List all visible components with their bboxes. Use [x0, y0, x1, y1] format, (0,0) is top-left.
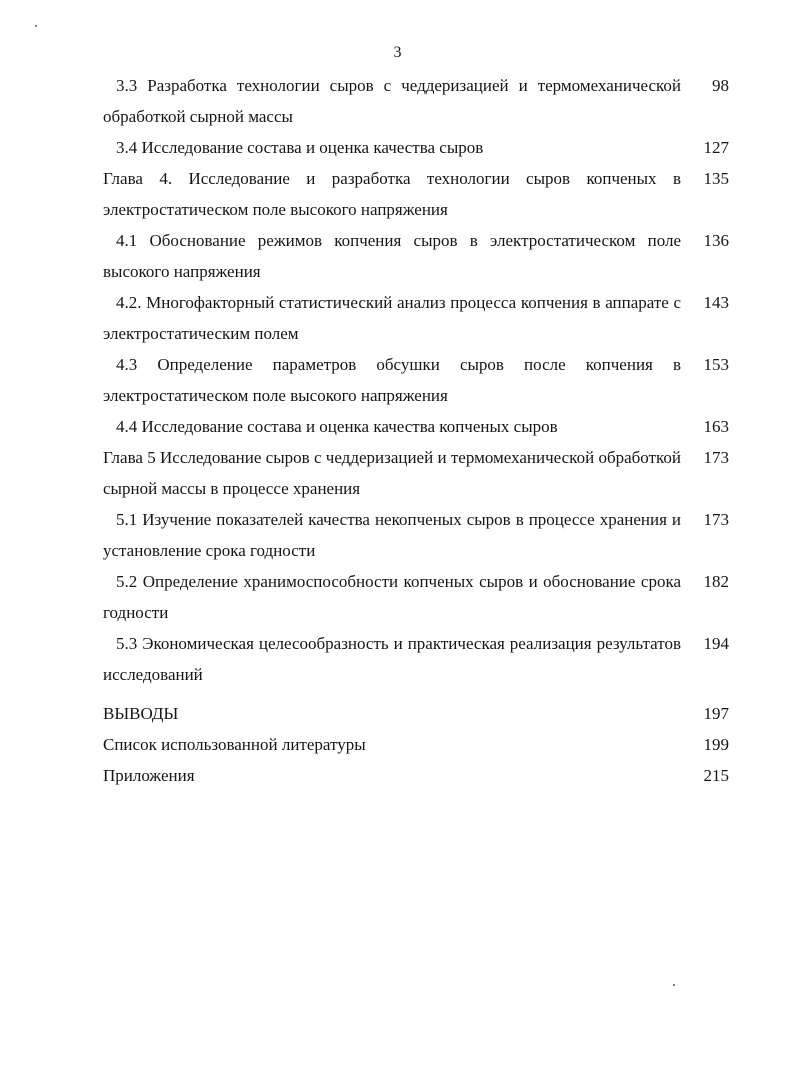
toc-entry-page: 194 [703, 634, 729, 653]
toc-entry-text: 4.2. Многофакторный статистический анализ процесса копчения в аппарате с электростатическим полем [103, 293, 681, 343]
toc-entry-page: 127 [703, 138, 729, 157]
toc-entry-page: 173 [703, 448, 729, 467]
toc-entry-conclusions [103, 698, 729, 729]
toc-entry-page: 163 [703, 417, 729, 436]
scan-speck [673, 984, 675, 986]
toc-entry-text: Приложения [103, 766, 195, 785]
toc-entry-5-2 [103, 566, 729, 628]
toc-entry-5-3 [103, 628, 729, 690]
toc-entry-text: 4.3 Определение параметров обсушки сыров после копчения в электростатическом поле высокого напряжения [103, 355, 681, 405]
toc-entry-page: 98 [712, 76, 729, 95]
toc-entry-4-1 [103, 225, 729, 287]
toc-entry-text: Глава 4. Исследование и разработка технологии сыров копченых в электростатическом поле высокого напряжения [103, 169, 681, 219]
toc-entry-text: 5.3 Экономическая целесообразность и практическая реализация результатов исследований [103, 634, 681, 684]
toc-entry-text: ВЫВОДЫ [103, 704, 179, 723]
toc-entry-page: 199 [703, 735, 729, 754]
toc-entry-chapter-4 [103, 163, 729, 225]
toc-entry-text: 4.4 Исследование состава и оценка качества копченых сыров [116, 417, 558, 436]
toc-entry-text: 3.3 Разработка технологии сыров с чеддеризацией и термомеханической обработкой сырной массы [103, 76, 681, 126]
toc-entry-5-1 [103, 504, 729, 566]
scan-speck [35, 25, 37, 27]
toc-entry-4-3 [103, 349, 729, 411]
toc-entry-references [103, 729, 729, 760]
toc-entry-text: 5.1 Изучение показателей качества некопченых сыров в процессе хранения и установление срока годности [103, 510, 681, 560]
toc-entry-page: 215 [703, 766, 729, 785]
toc-entry-text: 3.4 Исследование состава и оценка качества сыров [116, 138, 484, 157]
toc-entry-text: Список использованной литературы [103, 735, 366, 754]
toc-entry-page: 136 [703, 231, 729, 250]
toc-entry-page: 173 [703, 510, 729, 529]
toc-entry-3-4 [103, 132, 729, 163]
toc-entry-chapter-5 [103, 442, 729, 504]
toc-entry-page: 182 [703, 572, 729, 591]
toc-entry-text: 5.2 Определение хранимоспособности копченых сыров и обоснование срока годности [103, 572, 681, 622]
toc-entry-page: 197 [703, 704, 729, 723]
toc-entry-page: 153 [703, 355, 729, 374]
page-number: 3 [393, 44, 402, 61]
toc-entry-appendices [103, 760, 729, 791]
toc-entry-text: Глава 5 Исследование сыров с чеддеризацией и термомеханической обработкой сырной массы в процессе хранения [103, 448, 681, 498]
toc-entry-text: 4.1 Обоснование режимов копчения сыров в электростатическом поле высокого напряжения [103, 231, 681, 281]
toc-entry-4-4 [103, 411, 729, 442]
toc-entry-page: 135 [703, 169, 729, 188]
toc-entry-3-3 [103, 70, 729, 132]
toc-entry-page: 143 [703, 293, 729, 312]
toc-entry-4-2 [103, 287, 729, 349]
